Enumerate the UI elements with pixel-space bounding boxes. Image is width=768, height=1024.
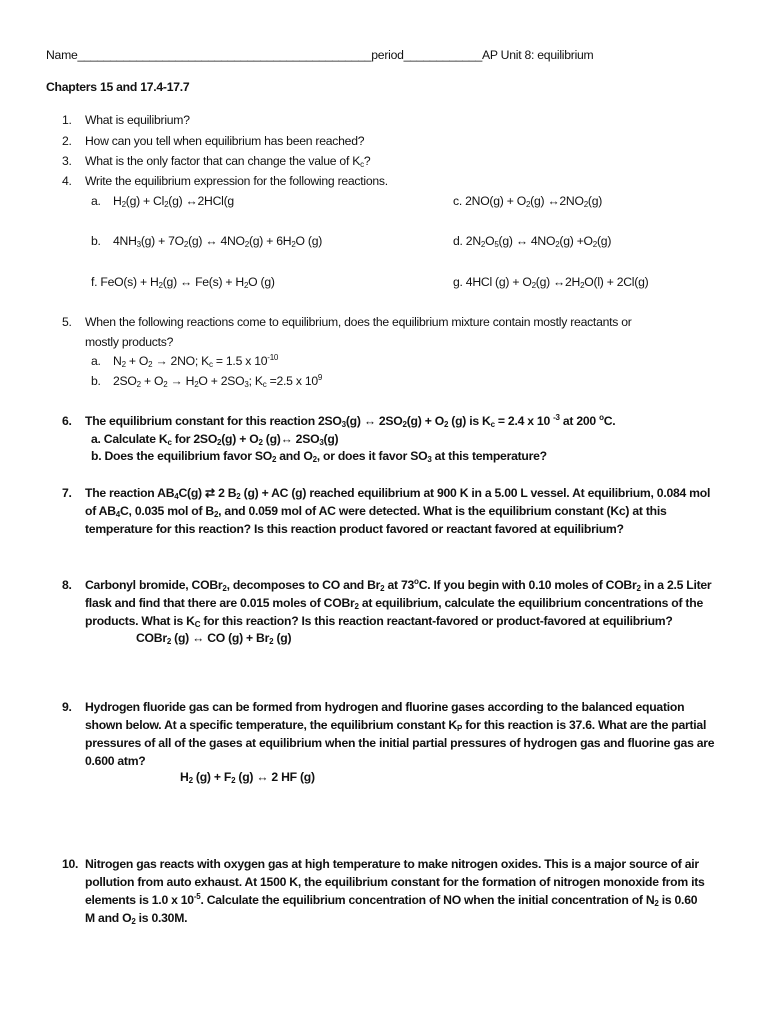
question-8-line-3: products. What is $K_C$ for this reaction? Is this reaction reactant-favored or product-favored at equilibrium? (85, 614, 673, 629)
question-2-text: How can you tell when equilibrium has been reached? (85, 134, 365, 148)
question-4a-label: a. (91, 194, 101, 208)
question-9-number: 9. (62, 700, 72, 714)
question-10-line-4: M and $O_2$ is 0.30M. (85, 911, 188, 926)
question-5a-label: a. (91, 354, 101, 368)
chapters-heading: Chapters 15 and 17.4-17.7 (46, 80, 190, 94)
question-8-number: 8. (62, 578, 72, 592)
question-9-line-4: 0.600 atm? (85, 754, 146, 768)
question-10-line-1: Nitrogen gas reacts with oxygen gas at high temperature to make nitrogen oxides. This is a major source of air (85, 857, 699, 871)
question-7-line-1: The reaction $AB_4C(g)$ ⇄ 2 $B_2$ (g) + AC (g) reached equilibrium at 900 K in a 5.00 L vessel. At equilibrium, 0.084 mol (85, 486, 711, 501)
question-5-line-2: mostly products? (85, 335, 174, 349)
question-1-text: What is equilibrium? (85, 113, 190, 127)
question-2-number: 2. (62, 134, 72, 148)
name-period-header: Name_____________________________________________period____________AP Unit 8: equilibrium (46, 48, 594, 62)
question-7-line-3: temperature for this reaction? Is this reaction product favored or reactant favored at equilibrium? (85, 522, 624, 536)
question-4-text: Write the equilibrium expression for the following reactions. (85, 174, 388, 188)
question-3-text: What is the only factor that can change the value of $K_c$? (85, 154, 371, 169)
question-3-number: 3. (62, 154, 72, 168)
question-4f-equation: f. $FeO(s) + H_2(g)$ ↔ $Fe(s) + H_2O$ (g) (91, 275, 275, 290)
question-5a-equation: $N_2 + O_2 \to 2NO$; $K_c = 1.5$ x $10^{-10}$ (113, 353, 279, 369)
question-4a-equation: $H_2(g) + Cl_2(g)$ ↔2HCl(g (113, 194, 234, 209)
question-4c-equation: c. $2NO(g) + O_2(g)$ $\leftrightarrow 2NO_2(g)$ (453, 194, 603, 209)
question-4d-equation: d. $2N_2O_5(g)$ ↔ $4NO_2(g) +O_2(g)$ (453, 234, 612, 249)
question-1-number: 1. (62, 113, 72, 127)
question-5-number: 5. (62, 315, 72, 329)
question-6-number: 6. (62, 414, 72, 428)
question-8-equation: COBr$_2$ (g) ↔ CO $(g) + Br_2$ (g) (136, 631, 292, 646)
question-4b-label: b. (91, 234, 101, 248)
question-10-number: 10. (62, 857, 79, 871)
question-5-line-1: When the following reactions come to equilibrium, does the equilibrium mixture contain mostly reactants or (85, 315, 632, 329)
question-6a-text: a. Calculate $K_c$ for $2SO_2(g) + O_2$ (g)↔ $2SO_3(g)$ (91, 432, 339, 447)
question-10-line-2: pollution from auto exhaust. At 1500 K, the equilibrium constant for the formation of nitrogen monoxide from its (85, 875, 705, 889)
question-9-line-2: shown below. At a specific temperature, the equilibrium constant $K_P$ for this reaction is 37.6. What are the partial (85, 718, 707, 733)
question-4-number: 4. (62, 174, 72, 188)
question-10-line-3: elements is 1.0 x $10^{-5}$. Calculate the equilibrium concentration of NO when the initial concentration of $N_2$ is 0.60 (85, 892, 698, 908)
question-4g-equation: g. 4HCl $(g) + O_2(g)$ $\leftrightarrow 2H_2O(l) + 2Cl(g)$ (453, 275, 649, 290)
question-8-line-1: Carbonyl bromide, COBr$_2$, decomposes to CO and $Br_2$ at 73$^o$C. If you begin with 0.10 moles of COBr$_2$ in a 2.5 Liter (85, 577, 712, 593)
question-5b-equation: $2SO_2 + O_2 \to H_2O + 2SO_3$; $K_c =2.5$ x $10^9$ (113, 373, 323, 389)
question-5b-label: b. (91, 374, 101, 388)
question-4b-equation: $4NH_3(g) + 7O_2(g)$ ↔ $4NO_2(g) + 6H_2O$ (g) (113, 234, 323, 249)
question-9-equation: $H_2$ $(g) + F_2$ (g) ↔ 2 HF (g) (180, 770, 315, 785)
question-7-line-2: of $AB_4C$, 0.035 mol of $B_2$, and 0.059 mol of AC were detected. What is the equilibrium constant (Kc) at this (85, 504, 667, 519)
question-9-line-1: Hydrogen fluoride gas can be formed from hydrogen and fluorine gases according to the balanced equation (85, 700, 685, 714)
question-6b-text: b. Does the equilibrium favor $SO_2$ and $O_2$, or does it favor $SO_3$ at this temperature? (91, 449, 547, 464)
question-6-text: The equilibrium constant for this reaction $2SO_3(g)$ ↔ $2SO_2(g) + O_2$ (g) is $K_c = 2.4$ x 10 $^{-3}$ at 200 $^o$C. (85, 413, 616, 429)
question-7-number: 7. (62, 486, 72, 500)
question-9-line-3: pressures of all of the gases at equilibrium when the initial partial pressures of hydrogen gas and fluorine gas are (85, 736, 715, 750)
question-8-line-2: flask and find that there are 0.015 moles of COBr$_2$ at equilibrium, calculate the equilibrium concentrations of the (85, 596, 703, 611)
